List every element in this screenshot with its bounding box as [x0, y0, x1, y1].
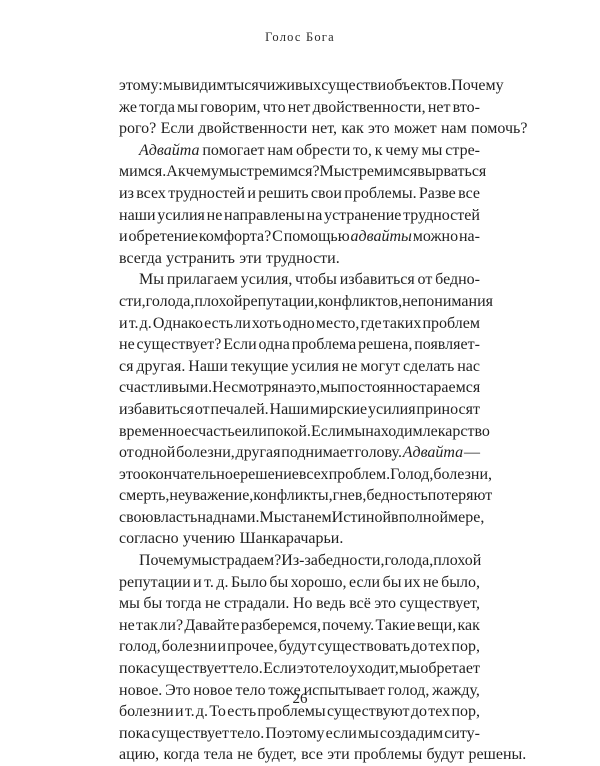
word: когда — [163, 746, 200, 764]
word: нет — [287, 98, 311, 116]
word: мы — [177, 98, 199, 116]
text-line — [119, 572, 480, 594]
word: если — [325, 724, 357, 742]
word: полной — [398, 508, 449, 526]
word: таких — [382, 314, 422, 332]
word: Голод, — [390, 465, 434, 483]
word: бы — [143, 595, 163, 613]
word: тогда — [165, 595, 202, 613]
word: трудностей — [403, 206, 480, 224]
word: испытывает — [303, 681, 385, 699]
word: тело. — [228, 660, 263, 678]
word: решены. — [468, 746, 527, 764]
word: может — [393, 120, 437, 138]
word: ведь — [315, 595, 346, 613]
word: вырваться — [417, 163, 487, 181]
word: голод, — [119, 638, 161, 656]
word: и — [119, 314, 128, 332]
italic-term: адвайты — [350, 228, 412, 246]
word: усилия, — [240, 271, 293, 289]
word: не — [206, 206, 223, 224]
text-line — [119, 377, 480, 399]
text-line — [119, 356, 480, 378]
word: существовать — [317, 638, 411, 656]
word: Это — [165, 681, 191, 699]
word: в — [391, 508, 399, 526]
word: чему — [185, 163, 219, 181]
word: д. — [195, 703, 209, 721]
word: д. — [139, 314, 152, 332]
word: одно — [282, 314, 315, 332]
word: свою — [119, 508, 154, 526]
word: одной — [134, 444, 176, 462]
word: и — [377, 77, 387, 94]
word: тех — [428, 638, 451, 656]
word: помочь? — [471, 120, 528, 138]
word: как — [341, 120, 364, 138]
word: Такие — [375, 616, 416, 634]
word: от — [119, 444, 134, 462]
word: т. — [184, 703, 195, 721]
word: стре- — [445, 141, 480, 159]
word: проблемы — [353, 746, 423, 764]
word: есть — [204, 314, 234, 332]
body-text — [119, 75, 528, 766]
word: это — [296, 660, 319, 678]
word: нам — [440, 120, 467, 138]
word: не — [119, 616, 135, 634]
word: свои — [310, 184, 342, 202]
word: на — [306, 206, 323, 224]
word: одна — [258, 336, 290, 354]
word: это — [119, 465, 141, 483]
word: существует? — [136, 336, 222, 354]
word: решена, — [358, 336, 413, 354]
word: проблемы — [257, 703, 326, 721]
word: же — [119, 98, 137, 116]
word: существует, — [399, 595, 480, 613]
word: мы — [191, 552, 213, 570]
word: То — [209, 703, 226, 721]
word: будет, — [257, 746, 297, 764]
word: обрести — [295, 141, 351, 159]
word: тела — [203, 746, 233, 764]
word: комфорта? — [198, 228, 272, 246]
word: тело. — [230, 724, 265, 742]
word: покой. — [266, 422, 311, 440]
word: рого? — [119, 120, 157, 138]
text-line — [119, 269, 480, 291]
word: мы — [421, 141, 443, 159]
text-line — [119, 334, 480, 356]
word: голода, — [384, 552, 434, 570]
word: направлены — [224, 206, 305, 224]
word: новое — [193, 681, 233, 699]
text-line — [119, 118, 528, 140]
word: все — [301, 746, 323, 764]
word: и — [119, 228, 128, 246]
word: наши — [119, 206, 156, 224]
word: мы — [399, 660, 420, 678]
text-line — [119, 464, 493, 486]
word: мы — [357, 724, 379, 742]
word: Если — [160, 120, 194, 138]
word: от — [417, 271, 433, 289]
word: страдали. — [224, 595, 290, 613]
word: бы — [269, 573, 289, 591]
word: Мы — [259, 508, 285, 526]
word: почему. — [322, 616, 375, 634]
word: Если — [310, 422, 345, 440]
word: на — [278, 379, 295, 397]
word: эти — [239, 249, 262, 267]
word: где — [360, 314, 382, 332]
word: плохой — [433, 552, 482, 570]
word: мирские — [309, 400, 368, 418]
word: на- — [458, 228, 480, 246]
text-line — [119, 183, 480, 205]
word: непонимания — [402, 292, 494, 310]
word: стремимся? — [239, 163, 320, 181]
word: нам — [267, 141, 294, 159]
word: голод, — [387, 681, 430, 699]
word: к — [374, 141, 383, 159]
word: голода, — [145, 292, 195, 310]
word: двойственности, — [312, 98, 426, 116]
word: как — [457, 616, 480, 634]
text-line — [119, 636, 480, 658]
word: бы — [382, 573, 402, 591]
text-line — [119, 507, 485, 529]
word: — — [463, 444, 480, 462]
word: и — [193, 573, 202, 591]
text-line — [119, 291, 494, 313]
text-line — [119, 485, 493, 507]
word: обретает — [420, 660, 480, 678]
word: ситу- — [444, 724, 480, 742]
word: счастливыми. — [119, 379, 213, 397]
word: поднимает — [281, 444, 354, 462]
word: не — [237, 746, 253, 764]
word: голову. — [354, 444, 402, 462]
word: из — [119, 184, 134, 202]
text-line — [119, 226, 480, 248]
word: усилия — [367, 400, 416, 418]
word: пока — [119, 660, 151, 678]
word: согласно — [119, 530, 179, 548]
word: Из-за — [281, 552, 318, 570]
word: есть — [227, 703, 257, 721]
word: проблемы. — [344, 184, 417, 202]
word: ли? — [159, 616, 184, 634]
text-line — [119, 161, 487, 183]
word: проблема — [291, 336, 357, 354]
word: мы — [320, 379, 341, 397]
word: прилагаем — [166, 271, 238, 289]
word: мы — [119, 595, 140, 613]
word: болезни, — [433, 465, 493, 483]
word: к — [177, 163, 186, 181]
word: это — [368, 120, 390, 138]
text-line — [119, 593, 480, 615]
word: Наши — [269, 400, 310, 418]
word: трудностей — [168, 184, 246, 202]
word: тело — [318, 660, 349, 678]
word: Было — [231, 573, 267, 591]
word: мимся. — [119, 163, 167, 181]
word: проблем — [422, 314, 480, 332]
word: хоть — [251, 314, 282, 332]
word: нами. — [221, 508, 260, 526]
word: место, — [315, 314, 360, 332]
word: жажду, — [432, 681, 480, 699]
word: сделать — [402, 357, 455, 375]
word: Разве — [418, 184, 456, 202]
word: избавиться — [119, 400, 194, 418]
word: всё — [349, 595, 371, 613]
word: создадим — [379, 724, 444, 742]
word: это, — [294, 379, 321, 397]
word: существ — [321, 77, 378, 94]
word: Давайте — [184, 616, 240, 634]
word: пор, — [451, 638, 480, 656]
word: до — [410, 703, 427, 721]
word: существует — [150, 660, 229, 678]
word: тысячи — [226, 77, 276, 94]
word: приносят — [416, 400, 480, 418]
word — [351, 226, 412, 248]
word — [403, 442, 463, 464]
word: говорим, — [200, 98, 261, 116]
word: т. — [128, 314, 139, 332]
word: А — [166, 163, 178, 181]
word — [139, 140, 199, 162]
word: могут — [360, 357, 401, 375]
word: конфликтов, — [318, 292, 403, 310]
word: Поэтому — [265, 724, 325, 742]
word: если — [348, 573, 381, 591]
word: учению — [182, 530, 236, 548]
text-line — [119, 615, 480, 637]
word: болезни — [119, 703, 174, 721]
word: вещи, — [416, 616, 457, 634]
word: власть — [153, 508, 198, 526]
word: Почему — [139, 552, 192, 570]
word: можно — [412, 228, 459, 246]
word: постоянно — [341, 379, 413, 397]
word: Почему — [451, 77, 504, 94]
word: над — [197, 508, 222, 526]
word: решение — [240, 465, 299, 483]
word: Мы — [139, 271, 164, 289]
word: репутации — [119, 573, 191, 591]
word: окончательное — [140, 465, 241, 483]
word: хорошо, — [290, 573, 347, 591]
word: помощью — [283, 228, 350, 246]
text-line — [119, 313, 480, 335]
word: ли — [234, 314, 251, 332]
word: печалей. — [210, 400, 269, 418]
word: бедности, — [317, 552, 385, 570]
word: плохой — [194, 292, 243, 310]
word: тех — [428, 703, 451, 721]
text-line — [119, 421, 490, 443]
word: лекарство — [422, 422, 490, 440]
word: мы — [162, 77, 184, 94]
word: нет, — [311, 120, 338, 138]
word: чтобы — [295, 271, 337, 289]
word: избавиться — [339, 271, 415, 289]
word: нас — [457, 357, 480, 375]
word: всегда — [119, 249, 162, 267]
word: репутации, — [242, 292, 319, 310]
word: разберемся, — [240, 616, 321, 634]
word: устранить — [166, 249, 235, 267]
italic-term: Адвайта — [139, 141, 200, 159]
word: потеряют — [427, 487, 493, 505]
word: счастье — [191, 422, 242, 440]
word: не — [422, 573, 439, 591]
word: и — [217, 638, 227, 656]
word: объектов. — [386, 77, 452, 94]
word: вто- — [452, 98, 480, 116]
word: станем — [284, 508, 332, 526]
word: текущие — [230, 357, 289, 375]
word: не — [119, 336, 135, 354]
text-line — [119, 399, 480, 421]
word: смерть, — [119, 487, 170, 505]
word: Если — [223, 336, 257, 354]
word: все — [458, 184, 480, 202]
word: д. — [216, 573, 229, 591]
word: и — [174, 703, 184, 721]
text-line — [119, 248, 480, 270]
word: Истиной — [331, 508, 392, 526]
text-line — [119, 442, 480, 464]
word: эти — [327, 746, 350, 764]
word: не — [204, 595, 221, 613]
word: С — [272, 228, 283, 246]
text-line — [119, 205, 480, 227]
word: проблем. — [328, 465, 391, 483]
text-line — [119, 528, 480, 550]
word: существуют — [326, 703, 410, 721]
word: помогает — [202, 141, 265, 159]
text-line — [119, 140, 480, 162]
word: новое. — [119, 681, 163, 699]
word: живых — [275, 77, 322, 94]
word: видим — [183, 77, 227, 94]
word: стараемся — [412, 379, 481, 397]
word: было, — [441, 573, 480, 591]
word: всех — [298, 465, 329, 483]
word: временное — [119, 422, 192, 440]
word: пока — [119, 724, 151, 742]
word: Однако — [152, 314, 204, 332]
text-line — [119, 723, 480, 745]
word: тело — [235, 681, 266, 699]
word: обретение — [128, 228, 199, 246]
word: мы — [218, 163, 240, 181]
page-number: 26 — [292, 691, 308, 707]
word: другая. — [136, 357, 186, 375]
word: так — [136, 616, 159, 634]
word: чему — [385, 141, 419, 159]
word: стремимся — [344, 163, 418, 181]
text-line — [119, 744, 527, 766]
word: гнев, — [332, 487, 367, 505]
text-line — [119, 550, 480, 572]
word: от — [194, 400, 210, 418]
word: страдаем? — [212, 552, 282, 570]
word: не — [341, 357, 358, 375]
word: появляет- — [414, 336, 480, 354]
word: нет — [427, 98, 451, 116]
word: Несмотря — [212, 379, 279, 397]
word: ацию, — [119, 746, 160, 764]
word: их — [403, 573, 421, 591]
word: трудности. — [266, 249, 340, 267]
word: до — [411, 638, 428, 656]
word: болезни, — [176, 444, 235, 462]
word: т. — [204, 573, 214, 591]
word: тогда — [139, 98, 175, 116]
word: уходит, — [349, 660, 399, 678]
word: то, — [353, 141, 372, 159]
word: ся — [119, 357, 134, 375]
word: болезни — [161, 638, 217, 656]
word: будут — [426, 746, 465, 764]
word: мере, — [448, 508, 485, 526]
word: всех — [136, 184, 166, 202]
word: и — [247, 184, 256, 202]
word: бедность — [366, 487, 428, 505]
word: другая — [235, 444, 281, 462]
text-line — [119, 97, 480, 119]
word: тоже — [268, 681, 301, 699]
word: решить — [258, 184, 309, 202]
word: бедно- — [435, 271, 480, 289]
text-line — [119, 75, 504, 97]
word: устранение — [324, 206, 402, 224]
word: что — [262, 98, 286, 116]
word: неуважение, — [169, 487, 254, 505]
word: мы — [344, 422, 366, 440]
word: Мы — [319, 163, 345, 181]
word: этому: — [119, 77, 163, 94]
word: будут — [278, 638, 317, 656]
word: двойственности — [198, 120, 308, 138]
word: или — [241, 422, 267, 440]
word: пор, — [451, 703, 480, 721]
word: усилия — [157, 206, 205, 224]
italic-term: Адвайта — [402, 444, 464, 462]
word: Но — [292, 595, 313, 613]
running-header: Голос Бога — [265, 30, 335, 44]
word: Если — [263, 660, 297, 678]
word: Наши — [188, 357, 228, 375]
word: прочее, — [227, 638, 278, 656]
text-line — [119, 658, 480, 680]
word: это — [374, 595, 396, 613]
word: конфликты, — [253, 487, 333, 505]
word: Шанкарачарьи. — [239, 530, 344, 548]
word: находим — [365, 422, 423, 440]
word: сти, — [119, 292, 146, 310]
word: усилия — [291, 357, 339, 375]
word: существует — [151, 724, 230, 742]
